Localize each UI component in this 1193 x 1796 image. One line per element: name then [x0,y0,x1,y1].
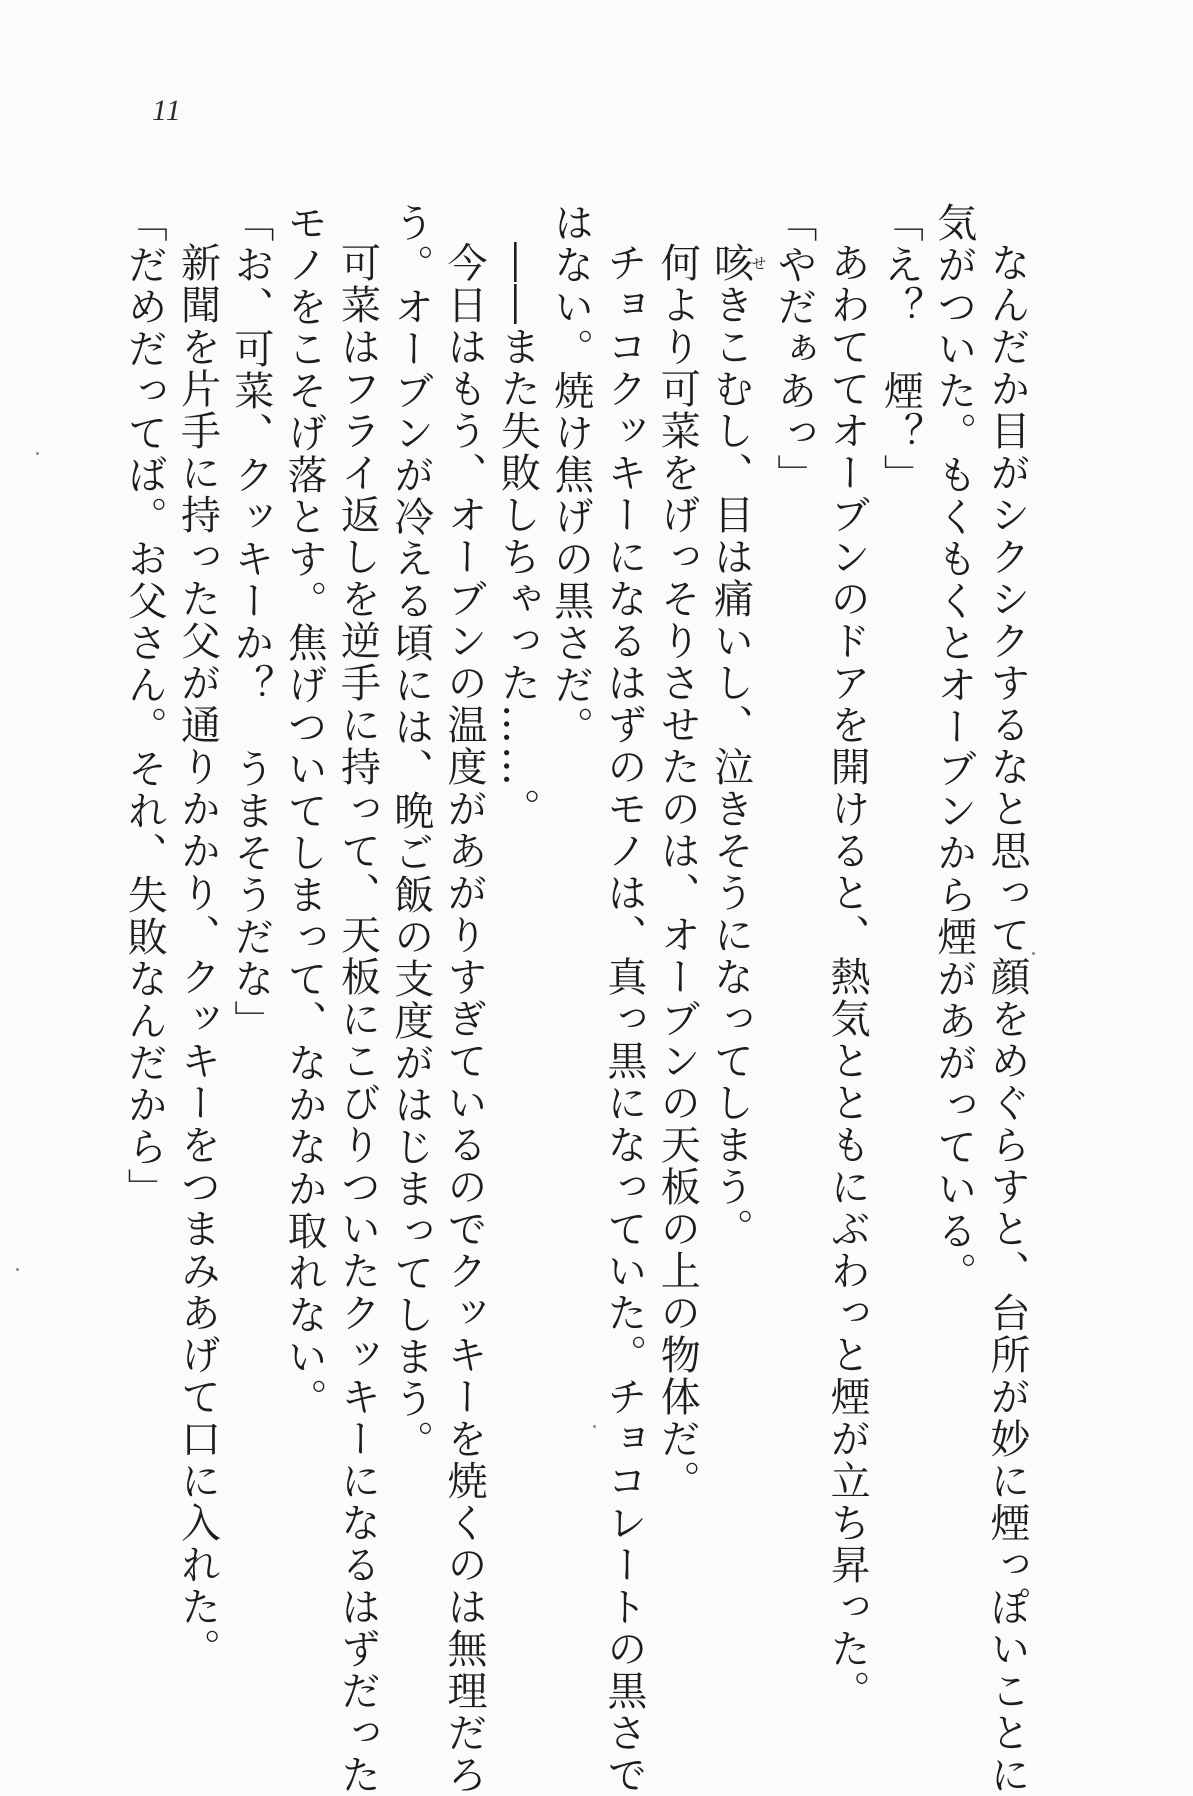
text-line: チョコクッキーになるはずのモノは、真っ黒になっていた。チョコレートの黒さで [600,242,647,1796]
text-line: なんだか目がシクシクするなと思って顔をめぐらすと、台所が妙に煙っぽいことに [984,242,1030,1796]
dialogue-line: 「やだぁあっ」 [770,202,817,496]
text-line: 何より可菜をげっそりさせたのは、オーブンの天板の上の物体だ。 [654,242,701,1502]
text-line: あわててオーブンのドアを開けると、熱気とともにぶわっと煙が立ち昇った。 [824,242,871,1712]
ruby-base: 咳 [707,242,754,284]
ruby-annotation [707,242,768,284]
text-line-rest: きこむし、目は痛いし、泣きそうになってしまう。 [707,284,754,1250]
text-line: 可菜はフライ返しを逆手に持って、天板にこびりついたクッキーになるはずだった [334,242,381,1796]
paper-speck [1032,952,1035,955]
paper-speck [16,1268,19,1271]
text-line: ――また失敗しちゃった……。 [494,242,541,830]
dialogue-line: 「だめだってば。お父さん。それ、失敗なんだから」 [121,202,168,1210]
page-number: 11 [152,94,182,127]
text-line: 今日はもう、オーブンの温度があがりすぎているのでクッキーを焼くのは無理だろ [441,242,488,1796]
dialogue-line: 「え？ 煙？」 [877,202,924,496]
text-line: モノをこそげ落とす。焦げついてしまって、なかなか取れない。 [281,202,328,1420]
text-line-with-ruby [703,202,766,1632]
dialogue-line: 「お、可菜、クッキーか？ うまそうだな」 [227,202,274,1042]
text-line: 気がついた。もくもくとオーブンから煙があがっている。 [930,202,977,1294]
ruby-reading: せ [749,242,768,284]
vertical-body-text [121,202,1033,1796]
text-line: はない。焼け焦げの黒さだ。 [547,202,594,748]
paper-speck [593,1425,596,1428]
paper-speck [36,452,39,455]
text-line: う。オーブンが冷える頃には、晩ご飯の支度がはじまってしまう。 [387,202,434,1462]
text-line: 新聞を片手に持った父が通りかかり、クッキーをつまみあげて口に入れた。 [174,242,221,1670]
